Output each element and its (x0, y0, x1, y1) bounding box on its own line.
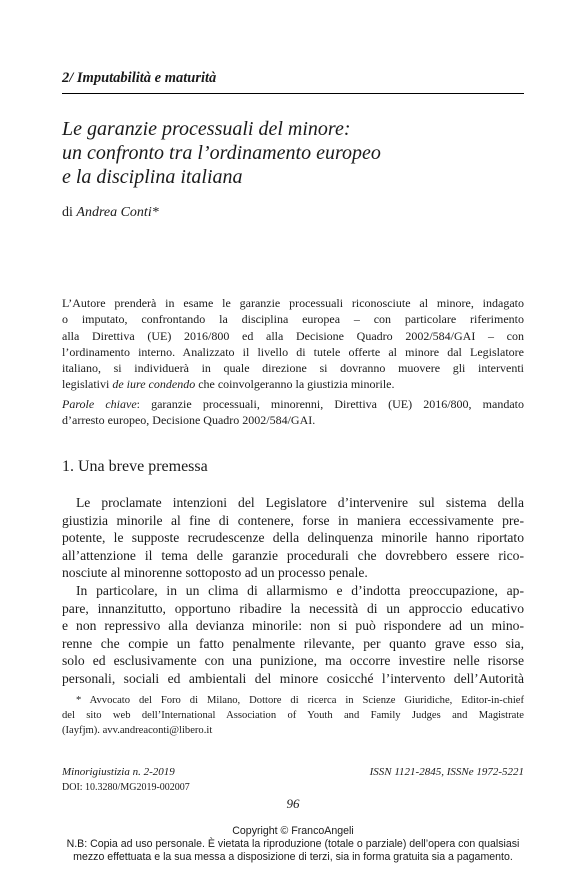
copyright: Copyright © FrancoAngeli (232, 825, 354, 837)
notice-line: N.B: Copia ad uso personale. È vietata la riproduzione (totale o parziale) dell’opera con qualsiasi (66, 838, 520, 850)
abstract-line: alla Direttiva (UE) 2016/800 ed alla Decisione Quadro 2002/584/GAI – con (62, 328, 524, 343)
abstract (62, 295, 524, 393)
section-heading: 1. Una breve premessa (62, 458, 208, 475)
issn: ISSN 1121-2845, ISSNe 1972-5221 (369, 766, 524, 778)
keywords (62, 396, 524, 429)
body-line: renne che compie un fatto penalmente rilevante, per quanto grave esso sia, (62, 635, 524, 651)
footnote (62, 694, 524, 738)
body-line: potente, le supposte recrudescenze della delinquenza minorile hanno riportato (62, 530, 524, 546)
abstract-text: legislativi (62, 377, 110, 392)
section-header: 2/ Imputabilità e maturità (62, 70, 217, 86)
title-line: un confronto tra l’ordinamento europeo (62, 142, 381, 164)
keywords-line (62, 396, 524, 412)
header-rule (62, 93, 524, 94)
title-line: e la disciplina italiana (62, 166, 243, 188)
copy-notice (48, 838, 538, 865)
author-prefix: di (62, 205, 73, 220)
keywords-text: : garanzie processuali, minorenni, Direttiva (UE) 2016/800, mandato (136, 397, 524, 411)
abstract-line (62, 376, 524, 392)
body-line: Le proclamate intenzioni del Legislatore d’intervenire sul sistema della (76, 495, 524, 510)
author-name: Andrea Conti* (76, 205, 159, 220)
abstract-text: che coinvolgeranno la giustizia minorile. (198, 377, 395, 392)
keywords-line: d’arresto europeo, Decisione Quadro 2002/584/GAI. (62, 413, 316, 428)
title-line: Le garanzie processuali del minore: (62, 118, 351, 140)
footnote-line: * Avvocato del Foro di Milano, Dottore di ricerca in Scienze Giuridiche, Editor-in-chief (76, 695, 524, 706)
keywords-label: Parole chiave (62, 397, 137, 411)
abstract-line: o imputato, confrontando la disciplina europea – con particolare riferimento (62, 312, 524, 327)
body-line: In particolare, in un clima di allarmismo e d’indotta preoccupazione, ap- (76, 582, 524, 598)
body-line: e non repressivo alla devianza minorile: non si può rispondere ad un mino- (62, 618, 524, 634)
body-line: personali, sociali ed ambientali del minore cosicché l’intervento dell’Autorità (62, 670, 524, 686)
abstract-line: italiano, si individuerà in quale direzione si dovranno muovere gli interventi (62, 361, 524, 376)
abstract-italic: de iure condendo (112, 377, 196, 392)
page-number: 96 (286, 796, 300, 811)
journal-name: Minorigiustizia n. 2-2019 (62, 766, 175, 778)
notice-line: mezzo effettuata e la sua messa a disposizione di terzi, sia in forma gratuita sia a pagamento. (73, 851, 513, 864)
body-line: solo ed esclusivamente con una punizione, ma occorre investire nelle risorse (62, 653, 524, 669)
body-line: nosciute al minorenne sottoposto ad un processo penale. (62, 565, 368, 581)
body-line: pare, innanzitutto, opportuno ribadire la necessità di un approccio educativo (62, 600, 524, 616)
body-line: giustizia minorile al fine di contenere, forse in maniera eccessivamente pre- (62, 512, 524, 528)
footnote-line: (Iayfjm). avv.andreaconti@libero.it (62, 724, 213, 736)
footnote-line: del sito web dell’International Association of Youth and Family Judges and Magistrate (62, 709, 524, 721)
doi: DOI: 10.3280/MG2019-002007 (62, 782, 190, 793)
abstract-line: l’ordinamento interno. Analizzato il livello di tutele offerte al minore dal Legislatore (62, 344, 524, 359)
author-line (62, 205, 159, 221)
abstract-line: L’Autore prenderà in esame le garanzie processuali riconosciute al minore, indagato (62, 296, 524, 310)
article-title (62, 117, 524, 189)
body-text (62, 494, 524, 688)
body-line: all’attenzione il tema delle garanzie procedurali che dovrebbero essere rico- (62, 547, 524, 563)
